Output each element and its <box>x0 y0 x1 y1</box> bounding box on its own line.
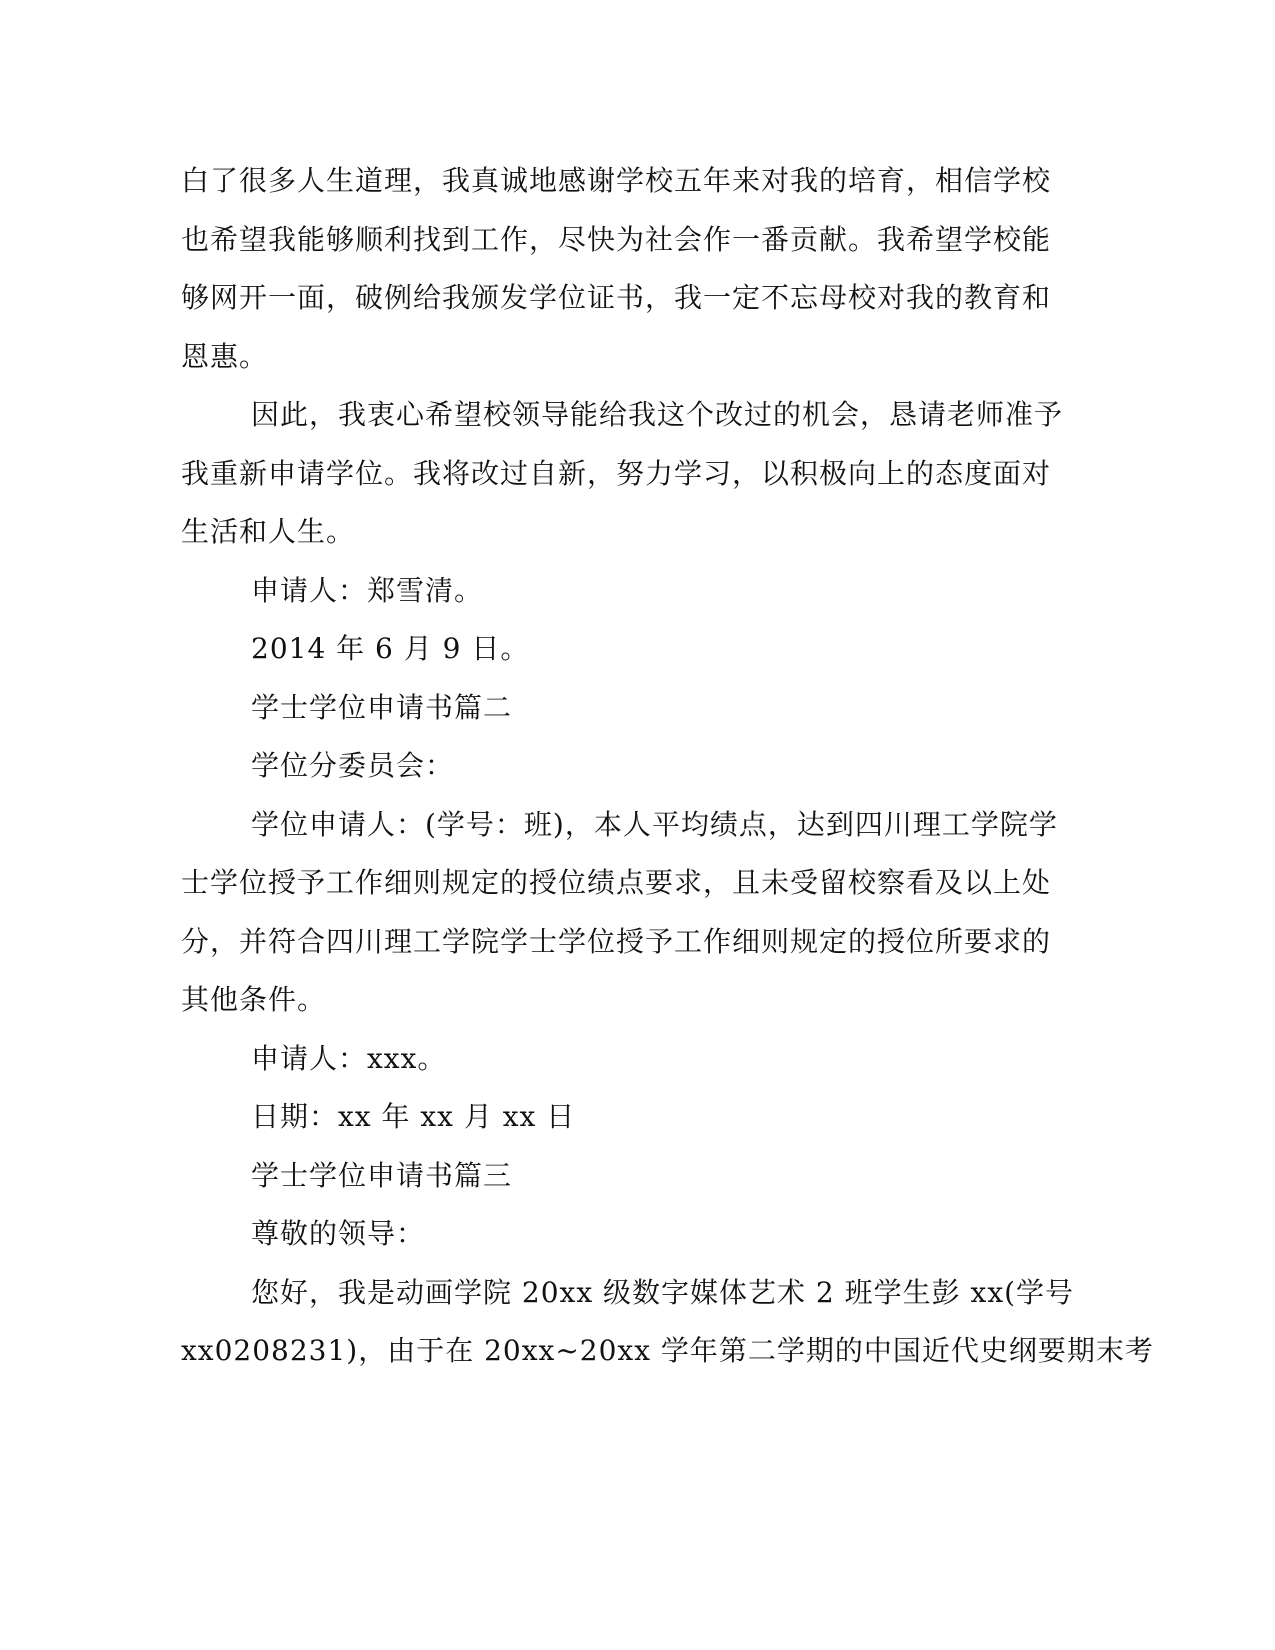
text-line: 申请人：xxx。 <box>251 1041 447 1075</box>
paragraph-gratitude <box>181 152 1052 386</box>
text-line: 尊敬的领导： <box>251 1217 426 1250</box>
document-body <box>181 152 1154 1381</box>
text-line: 士学位授予工作细则规定的授位绩点要求，且未受留校察看及以上处 <box>181 866 1052 899</box>
applicant-placeholder <box>181 1030 1031 1089</box>
date-placeholder <box>181 1088 1031 1147</box>
paragraph-request <box>181 386 1064 562</box>
text-line: 学位分委员会： <box>251 749 455 782</box>
salutation-leaders <box>181 1205 1031 1264</box>
text-line: 日期：xx 年 xx 月 xx 日 <box>251 1100 576 1133</box>
text-line: 您好，我是动画学院 20xx 级数字媒体艺术 2 班学生彭 xx(学号 <box>251 1275 1075 1309</box>
text-line: 生活和人生。 <box>181 515 356 548</box>
text-line: 学士学位申请书篇二 <box>251 690 513 724</box>
paragraph-introduction <box>181 1264 1154 1381</box>
section-heading-part-three <box>181 1147 1031 1206</box>
text-line: 我重新申请学位。我将改过自新，努力学习，以积极向上的态度面对 <box>181 456 1052 490</box>
text-line: 学士学位申请书篇三 <box>251 1158 513 1192</box>
salutation-committee <box>181 737 1031 796</box>
applicant-signature <box>181 562 1031 621</box>
text-line: 学位申请人：(学号：班)，本人平均绩点，达到四川理工学院学 <box>251 807 1058 841</box>
text-line: xx0208231)，由于在 20xx~20xx 学年第二学期的中国近代史纲要期末考 <box>181 1334 1154 1367</box>
section-heading-part-two <box>181 679 1031 738</box>
text-line: 够网开一面，破例给我颁发学位证书，我一定不忘母校对我的教育和 <box>181 281 1052 314</box>
text-line: 其他条件。 <box>181 983 327 1016</box>
text-line: 分，并符合四川理工学院学士学位授予工作细则规定的授位所要求的 <box>181 924 1052 958</box>
signature-date <box>181 620 1031 679</box>
text-line: 恩惠。 <box>181 339 269 373</box>
text-line: 申请人：郑雪清。 <box>251 573 484 607</box>
text-line: 因此，我衷心希望校领导能给我这个改过的机会，恳请老师准予 <box>251 398 1064 431</box>
paragraph-application <box>181 796 1058 1030</box>
text-line: 2014 年 6 月 9 日。 <box>251 632 530 665</box>
text-line: 白了很多人生道理，我真诚地感谢学校五年来对我的培育，相信学校 <box>181 164 1052 197</box>
text-line: 也希望我能够顺利找到工作，尽快为社会作一番贡献。我希望学校能 <box>181 222 1052 256</box>
